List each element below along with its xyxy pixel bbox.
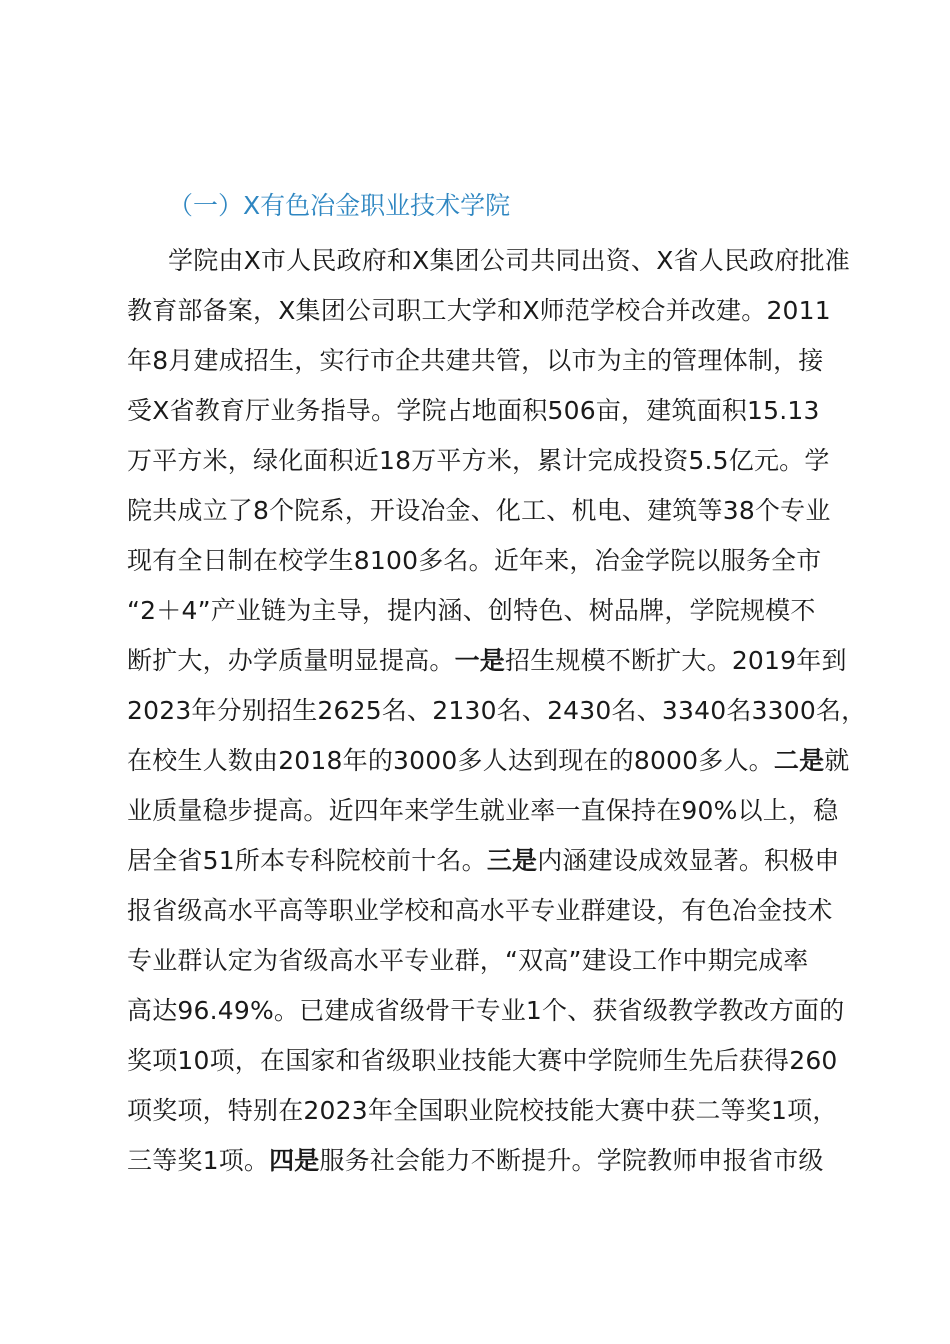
text-segment: 招生规模不断扩大。2019年到 <box>505 646 847 675</box>
text-line <box>127 436 867 486</box>
text-line <box>127 586 867 636</box>
text-line <box>127 836 867 886</box>
text-line <box>127 636 867 686</box>
emphasis-text: 三是 <box>486 846 538 875</box>
text-segment: 三等奖1项。 <box>127 1146 270 1175</box>
text-line <box>127 1036 867 1086</box>
text-segment: 年8月建成招生，实行市企共建共管，以市为主的管理体制，接 <box>127 346 824 375</box>
text-line <box>127 986 867 1036</box>
text-line <box>127 1136 867 1186</box>
text-segment: 万平方米，绿化面积近18万平方米，累计完成投资5.5亿元。学 <box>127 446 830 475</box>
text-segment: “2＋4”产业链为主导，提内涵、创特色、树品牌，学院规模不 <box>127 596 816 625</box>
emphasis-text: 二是 <box>773 746 825 775</box>
text-line <box>127 536 867 586</box>
text-segment: 报省级高水平高等职业学校和高水平专业群建设，有色冶金技术 <box>127 896 833 925</box>
text-segment: 院共成立了8个院系，开设冶金、化工、机电、建筑等38个专业 <box>127 496 831 525</box>
text-line <box>127 886 867 936</box>
text-segment: 内涵建设成效显著。积极申 <box>537 846 840 875</box>
text-segment: 奖项10项，在国家和省级职业技能大赛中学院师生先后获得260 <box>127 1046 838 1075</box>
text-line <box>127 236 867 286</box>
text-line <box>127 686 867 736</box>
text-line <box>127 786 867 836</box>
body-paragraph <box>127 236 867 1186</box>
text-line <box>127 286 867 336</box>
text-line <box>127 336 867 386</box>
text-segment: 服务社会能力不断提升。学院教师申报省市级 <box>319 1146 824 1175</box>
emphasis-text: 一是 <box>454 646 506 675</box>
text-segment: 2023年分别招生2625名、2130名、2430名、3340名3300名， <box>127 696 867 725</box>
text-segment: 居全省51所本专科院校前十名。 <box>127 846 487 875</box>
text-segment: 业质量稳步提高。近四年来学生就业率一直保持在90%以上，稳 <box>127 796 839 825</box>
text-segment: 教育部备案，X集团公司职工大学和X师范学校合并改建。2011 <box>127 296 831 325</box>
text-line <box>127 386 867 436</box>
text-line <box>127 736 867 786</box>
text-segment: 现有全日制在校学生8100多名。近年来，冶金学院以服务全市 <box>127 546 822 575</box>
text-segment: 在校生人数由2018年的3000多人达到现在的8000多人。 <box>127 746 774 775</box>
text-segment: 就 <box>824 746 850 775</box>
text-segment: 受X省教育厅业务指导。学院占地面积506亩，建筑面积15.13 <box>127 396 820 425</box>
text-segment: 高达96.49%。已建成省级骨干专业1个、获省级教学教改方面的 <box>127 996 845 1025</box>
text-segment: 断扩大，办学质量明显提高。 <box>127 646 455 675</box>
text-segment: 专业群认定为省级高水平专业群，“双高”建设工作中期完成率 <box>127 946 809 975</box>
section-heading: （一）X有色冶金职业技术学院 <box>168 191 511 220</box>
emphasis-text: 四是 <box>269 1146 320 1175</box>
text-segment: 项奖项，特别在2023年全国职业院校技能大赛中获二等奖1项， <box>127 1096 838 1125</box>
text-segment: 学院由X市人民政府和X集团公司共同出资、X省人民政府批准 <box>168 246 850 275</box>
text-line <box>127 486 867 536</box>
text-line <box>127 1086 867 1136</box>
text-line <box>127 936 867 986</box>
